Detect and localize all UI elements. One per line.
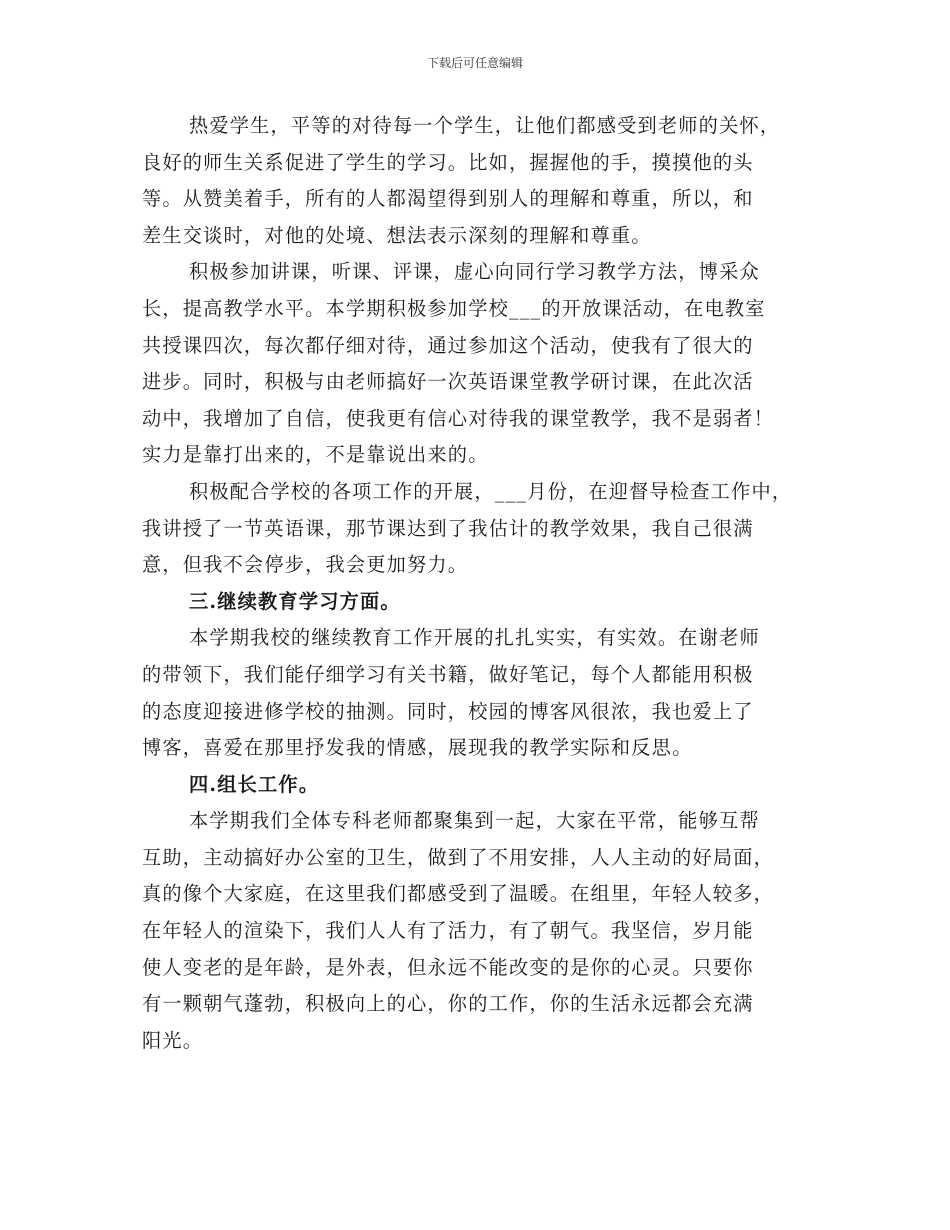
text-line: 真的像个大家庭，在这里我们都感受到了温暖。在组里，年轻人较多， — [142, 882, 775, 906]
text-line: 博客，喜爱在那里抒发我的情感，展现我的教学实际和反思。 — [142, 736, 693, 760]
text-line: 意，但我不会停步，我会更加努力。 — [142, 553, 469, 577]
text-line: 的带领下，我们能仔细学习有关书籍，做好笔记，每个人都能用积极 — [142, 662, 754, 686]
text-line: 本学期我们全体专科老师都聚集到一起，大家在平常，能够互帮 — [189, 809, 760, 833]
text-line: 有一颗朝气蓬勃，积极向上的心，你的工作，你的生活永远都会充满 — [142, 992, 754, 1016]
text-line: 等。从赞美着手，所有的人都渴望得到别人的理解和尊重，所以，和 — [142, 187, 754, 211]
text-line: 在年轻人的渲染下，我们人人有了活力，有了朝气。我坚信，岁月能 — [142, 919, 754, 943]
section-heading: 三.继续教育学习方面。 — [189, 589, 401, 613]
text-line: 积极配合学校的各项工作的开展，___月份，在迎督导检查工作中， — [189, 479, 793, 503]
text-line: 我讲授了一节英语课，那节课达到了我估计的教学效果，我自己很满 — [142, 516, 754, 540]
text-line: 共授课四次，每次都仔细对待，通过参加这个活动，使我有了很大的 — [142, 333, 754, 357]
text-line: 本学期我校的继续教育工作开展的扎扎实实，有实效。在谢老师 — [189, 626, 760, 650]
section-heading: 四.组长工作。 — [189, 772, 320, 796]
text-line: 互助，主动搞好办公室的卫生，做到了不用安排，人人主动的好局面， — [142, 845, 775, 869]
text-line: 动中，我增加了自信，使我更有信心对待我的课堂教学，我不是弱者！ — [142, 406, 775, 430]
text-line: 的态度迎接进修学校的抽测。同时，校园的博客风很浓，我也爱上了 — [142, 699, 754, 723]
text-line: 积极参加讲课，听课、评课，虚心向同行学习教学方法，博采众 — [189, 260, 760, 284]
text-line: 实力是靠打出来的，不是靠说出来的。 — [142, 443, 489, 467]
document-body — [142, 108, 822, 1059]
text-line: 阳光。 — [142, 1028, 204, 1052]
text-line: 热爱学生，平等的对待每一个学生，让他们都感受到老师的关怀， — [189, 114, 781, 137]
text-line: 进步。同时，积极与由老师搞好一次英语课堂教学研讨课，在此次活 — [142, 370, 754, 394]
text-line: 使人变老的是年龄，是外表，但永远不能改变的是你的心灵。只要你 — [142, 955, 754, 979]
text-line: 长，提高教学水平。本学期积极参加学校___的开放课活动，在电教室 — [142, 296, 766, 320]
page-header: 下载后可任意编辑 — [426, 56, 523, 70]
text-line: 良好的师生关系促进了学生的学习。比如，握握他的手，摸摸他的头 — [142, 150, 754, 174]
text-line: 差生交谈时，对他的处境、想法表示深刻的理解和尊重。 — [142, 223, 652, 247]
